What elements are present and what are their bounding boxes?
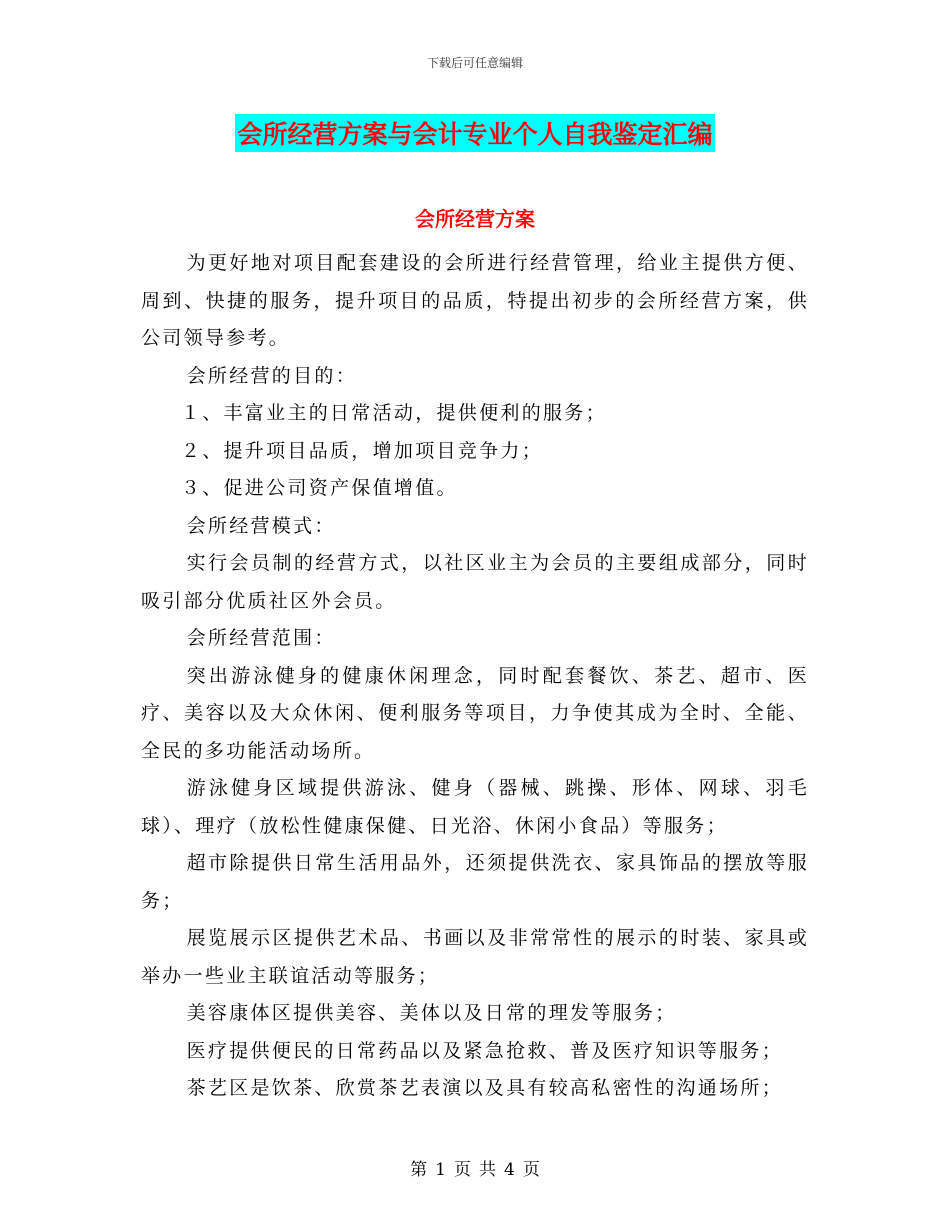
page-footer (0, 1155, 950, 1180)
header-note: 下载后可任意编辑 (426, 56, 523, 70)
paragraph-scope-heading: 会所经营范围： (186, 627, 336, 649)
document-body (141, 245, 809, 1108)
paragraph-tea: 茶艺区是饮茶、欣赏茶艺表演以及具有较高私密性的沟通场所； (186, 1077, 783, 1099)
list-item-purpose-2: ２、提升项目品质，增加项目竞争力； (180, 439, 543, 462)
footer-suffix: 页 (522, 1160, 540, 1180)
paragraph-scope: 突出游泳健身的健康休闲理念，同时配套餐饮、茶艺、超市、医疗、美容以及大众休闲、便利服务等项目，力争使其成为全时、全能、全民的多功能活动场所。 (141, 664, 809, 762)
document-title-container (0, 114, 950, 152)
paragraph-intro: 为更好地对项目配套建设的会所进行经营管理，给业主提供方便、周到、快捷的服务，提升项目的品质，特提出初步的会所经营方案，供公司领导参考。 (141, 252, 809, 349)
paragraph-mode: 实行会员制的经营方式，以社区业主为会员的主要组成部分，同时吸引部分优质社区外会员。 (141, 552, 809, 612)
paragraph-purpose-heading: 会所经营的目的： (186, 364, 357, 387)
section-title: 会所经营方案 (415, 207, 535, 231)
footer-current-page: 1 (435, 1160, 446, 1180)
footer-page-word: 页 (454, 1160, 471, 1180)
footer-total-pages: 4 (504, 1160, 515, 1180)
footer-prefix: 第 (410, 1160, 428, 1180)
document-title: 会所经营方案与会计专业个人自我鉴定汇编 (235, 114, 714, 152)
footer-total-prefix: 共 (479, 1160, 496, 1180)
paragraph-supermarket: 超市除提供日常生活用品外，还须提供洗衣、家具饰品的摆放等服务； (141, 852, 809, 912)
list-item-purpose-3: ３、促进公司资产保值增值。 (180, 477, 458, 499)
paragraph-swimming: 游泳健身区域提供游泳、健身（器械、跳操、形体、网球、羽毛球）、理疗（放松性健康保健、日光浴、休闲小食品）等服务； (141, 777, 809, 837)
paragraph-medical: 医疗提供便民的日常药品以及紧急抢救、普及医疗知识等服务； (186, 1039, 783, 1062)
paragraph-mode-heading: 会所经营模式： (186, 514, 336, 537)
paragraph-exhibition: 展览展示区提供艺术品、书画以及非常常性的展示的时装、家具或举办一些业主联谊活动等服务； (141, 927, 809, 987)
list-item-purpose-1: １、丰富业主的日常活动，提供便利的服务； (180, 402, 607, 424)
paragraph-beauty: 美容康体区提供美容、美体以及日常的理发等服务； (186, 1002, 677, 1024)
